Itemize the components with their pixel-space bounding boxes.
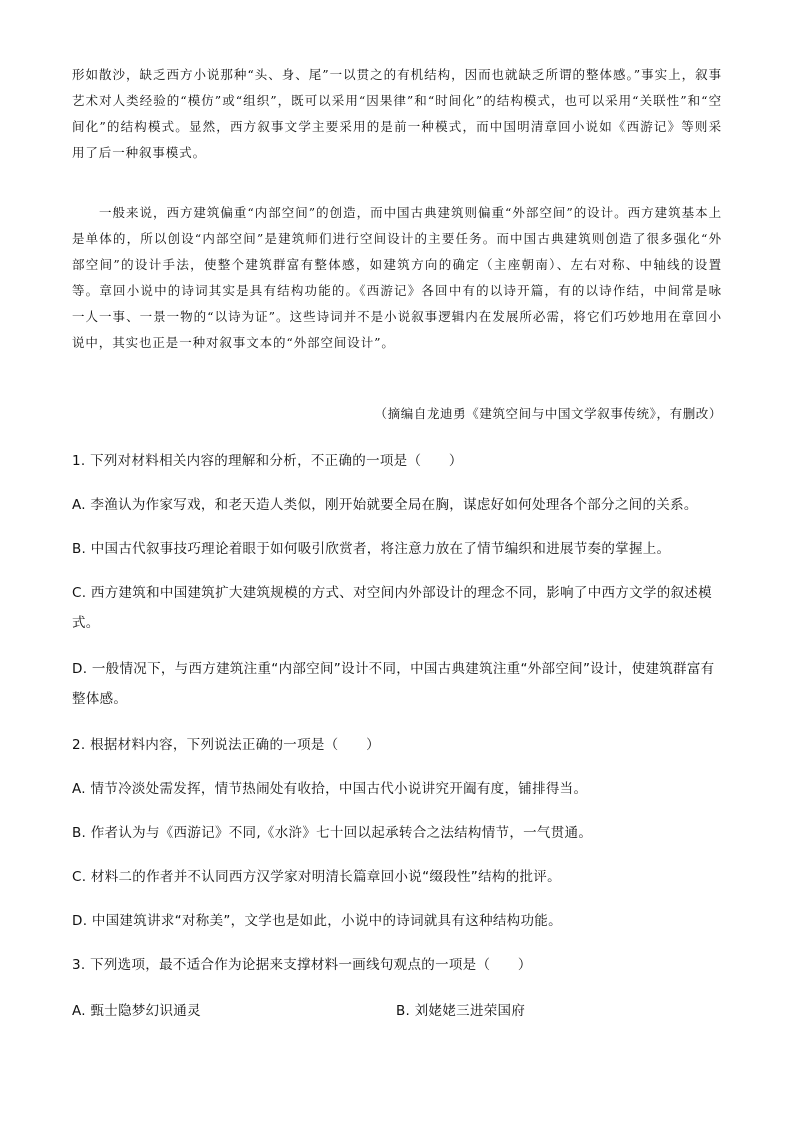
question-2-option-c: C. 材料二的作者并不认同西方汉学家对明清长篇章回小说“缀段性”结构的批评。	[72, 869, 561, 885]
question-2-option-d: D. 中国建筑讲求“对称美”，文学也是如此，小说中的诗词就具有这种结构功能。	[72, 913, 562, 929]
question-1-option-a: A. 李渔认为作家写戏，和老天造人类似，刚开始就要全局在胸，谋虑好如何处理各个部分之间的关系。	[72, 497, 698, 513]
question-3-option-a: A. 甄士隐梦幻识通灵	[72, 1003, 201, 1019]
passage-paragraph-2: 一般来说，西方建筑偏重“内部空间”的创造，而中国古典建筑则偏重“外部空间”的设计。西方建筑基本上是单体的，所以创设“内部空间”是建筑师们进行空间设计的主要任务。而中国古典建筑则创造了很多强化“外部空间”的设计手法，使整个建筑群富有整体感，如建筑方向的确定（主座朝南）、左右对称、中轴线的设置等。章回小说中的诗词其实是具有结构功能的。《西游记》各回中有的以诗开篇，有的以诗作结，中间常是咏一人一事、一景一物的“以诗为证”。这些诗词并不是小说叙事逻辑内在发展所必需，将它们巧妙地用在章回小说中，其实也正是一种对叙事文本的“外部空间设计”。	[72, 205, 722, 350]
question-2-stem: 2. 根据材料内容，下列说法正确的一项是（ ）	[72, 737, 380, 753]
passage-source: （摘编自龙迪勇《建筑空间与中国文学叙事传统》，有删改）	[374, 406, 722, 421]
question-2-option-a: A. 情节冷淡处需发挥，情节热闹处有收拾，中国古代小说讲究开阖有度，铺排得当。	[72, 781, 588, 797]
question-1-option-d: D. 一般情况下，与西方建筑注重“内部空间”设计不同，中国古典建筑注重“外部空间”设计，使建筑群富有整体感。	[72, 661, 715, 707]
question-1-option-b: B. 中国古代叙事技巧理论着眼于如何吸引欣赏者，将注意力放在了情节编织和进展节奏的掌握上。	[72, 541, 671, 557]
question-1-stem: 1. 下列对材料相关内容的理解和分析，不正确的一项是（ ）	[72, 453, 463, 469]
question-1-option-c: C. 西方建筑和中国建筑扩大建筑规模的方式、对空间内外部设计的理念不同，影响了中西方文学的叙述模式。	[72, 585, 712, 631]
passage-paragraph-1: 形如散沙，缺乏西方小说那种“头、身、尾”一以贯之的有机结构，因而也就缺乏所谓的整体感。”事实上，叙事艺术对人类经验的“模仿”或“组织”，既可以采用“因果律”和“时间化”的结构模式，也可以采用“关联性”和“空间化”的结构模式。显然，西方叙事文学主要采用的是前一种模式，而中国明清章回小说如《西游记》等则采用了后一种叙事模式。	[72, 67, 722, 160]
question-2-option-b: B. 作者认为与《西游记》不同,《水浒》七十回以起承转合之法结构情节，一气贯通。	[72, 825, 593, 841]
question-3-option-b: B. 刘姥姥三进荣国府	[396, 1003, 526, 1019]
question-3-stem: 3. 下列选项，最不适合作为论据来支撑材料一画线句观点的一项是（ ）	[72, 957, 532, 973]
